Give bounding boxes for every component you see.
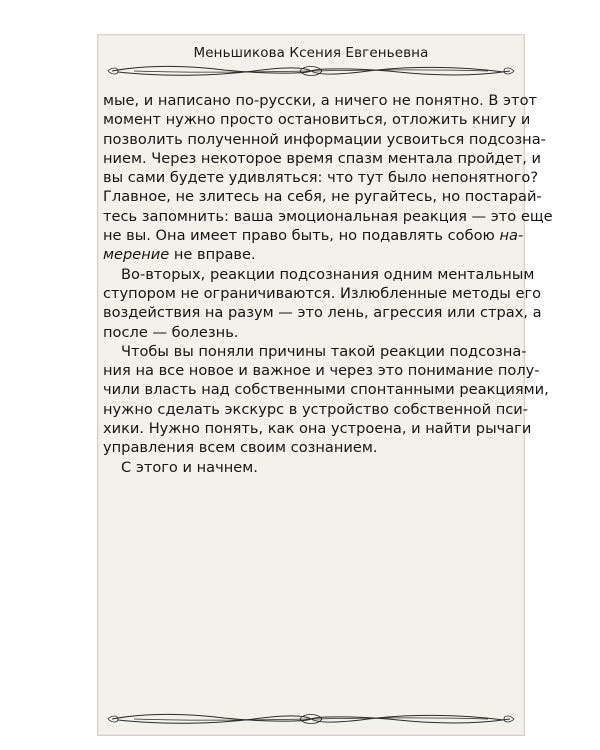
text-line: С этого и начнем. [121,458,258,476]
text-line: воздействия на разум — это лень, агрессия или страх, а [103,304,542,322]
text-line: хики. Нужно понять, как она устроена, и найти рычаги [103,420,532,438]
text-line: нужно сделать экскурс в устройство собственной пси- [103,400,529,418]
text-line: вы сами будете удивляться: что тут было непонятного? [103,169,539,187]
text-line: тесь запомнить: ваша эмоциональная реакция — это еще [103,207,553,225]
text-line [103,226,524,245]
top-ornament-divider [104,61,518,81]
text-segment: не вы. Она имеет право быть, но подавлять собою [103,227,495,245]
paragraph-1 [103,91,553,265]
text-line: после — болезнь. [103,323,239,341]
text-line [103,245,520,264]
text-line: ния на все новое и важное и через это понимание полу- [103,362,540,380]
paragraph-3 [103,342,549,458]
text-line: Главное, не злитесь на себя, не ругайтесь, но постарай- [103,188,542,206]
text-line: нием. Через некоторое время спазм ментала пройдет, и [103,149,542,167]
paragraph-2 [103,265,542,342]
book-page [97,34,553,736]
text-line: Чтобы вы поняли причины такой реакции подсозна- [121,342,527,360]
emphasis-text: на- [499,227,524,245]
bottom-ornament-divider [104,709,518,729]
paragraph-4 [103,458,520,477]
text-line: мые, и написано по-русски, а ничего не понятно. В этот [103,92,537,109]
text-line: позволить полученной информации усвоиться подсозна- [103,130,546,148]
body-text [103,91,553,477]
text-line: чили власть над собственными спонтанными реакциями, [103,381,549,399]
running-title: Меньшикова Ксения Евгеньевна [193,45,429,61]
text-line: Во-вторых, реакции подсознания одним ментальным [121,265,535,283]
text-line: управления всем своим сознанием. [103,439,378,457]
text-line: момент нужно просто остановиться, отложить книгу и [103,111,531,129]
text-line: ступором не ограничиваются. Излюбленные методы его [103,284,542,302]
text-segment: не вправе. [169,246,256,264]
emphasis-text: мерение [103,246,170,264]
